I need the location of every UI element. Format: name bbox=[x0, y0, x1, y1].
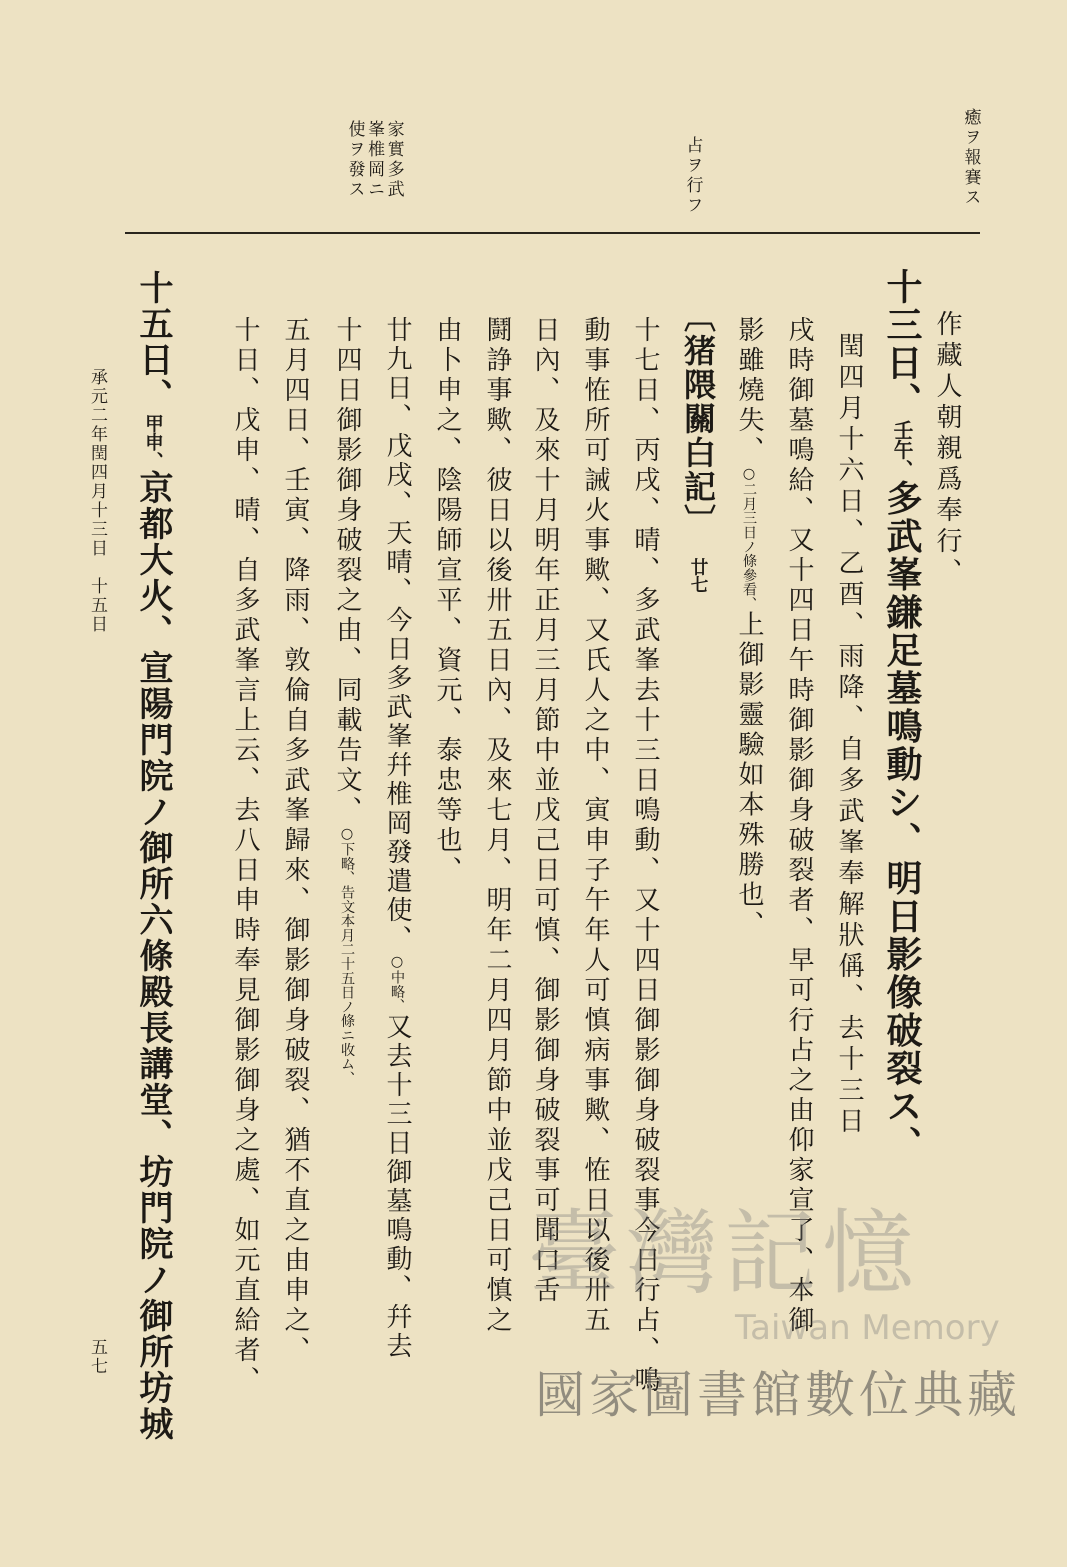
body-column-9: 日內、及來十月明年正月三月節中並戊己日可慎、御影御身破裂事可聞口舌 bbox=[530, 316, 560, 1306]
body-column-3-tail: 偁、去十三日 bbox=[834, 952, 864, 1138]
source-volume: 廿七 bbox=[688, 558, 709, 594]
watermark-latin: Taiwan Memory bbox=[735, 1308, 1000, 1348]
watermark-institution: 國家圖書館數位典藏 bbox=[535, 1366, 1021, 1424]
body-column-10: 鬪諍事歟、彼日以後卅五日內、及來七月、明年二月四月節中並戊己日可慎之 bbox=[482, 316, 512, 1336]
entry-date-15: 十五日、 bbox=[133, 270, 173, 414]
body-column-8: 動事恠所可誡火事歟、又氏人之中、寅申子午年人可慎病事歟、恠日以後卅五 bbox=[580, 316, 610, 1336]
body-column-6 bbox=[679, 300, 717, 594]
note-omission: ○中略、 bbox=[389, 954, 405, 1013]
body-column-11: 由卜申之、陰陽師宣平、資元、泰忠等也、 bbox=[432, 316, 462, 886]
body-column-5-a: 影雖燒失、 bbox=[734, 316, 764, 466]
entry-cyclical-13: 壬午、 bbox=[890, 420, 914, 480]
body-column-13 bbox=[334, 316, 360, 1085]
body-column-7: 十七日、丙戌、晴、多武峯去十三日鳴動、又十四日御影御身破裂事今日行占、鳴 bbox=[630, 316, 660, 1396]
body-column-4: 戌時御墓鳴給、又十四日午時御影御身破裂者、早可行占之由仰家宣了、本御 bbox=[784, 316, 814, 1336]
entry-cyclical-15: 甲申、 bbox=[142, 414, 164, 471]
entry-date-13: 十三日、 bbox=[881, 268, 923, 420]
gloss-2: 占ヲ行フ bbox=[682, 136, 703, 216]
body-column-12-c: 又去十三日御墓鳴動、幷去 bbox=[382, 1012, 412, 1361]
gloss-3: 家實多武峯椎岡ニ使ヲ發ス bbox=[344, 120, 404, 200]
body-column-15: 十日、戊申、晴、自多武峯言上云、去八日申時奉見御影御身之處、如元直給者、 bbox=[230, 316, 260, 1396]
note-omission-2: ○下略、告文本月二十五日ノ條ニ收ム、 bbox=[339, 826, 355, 1086]
body-column-12-a: 廿九日、戊戌、天晴、今日多武峯幷椎岡發遣使、 bbox=[382, 316, 412, 954]
entry-heading-13: 多武峯鎌足墓鳴動シ、明日影像破裂ス、 bbox=[881, 479, 923, 1164]
body-column-13-a: 十四日御影御身破裂之由、同載告文、 bbox=[332, 316, 362, 826]
entry-heading-15: 京都大火、宣陽門院ノ御所六條殿長講堂、坊門院ノ御所坊城 bbox=[133, 470, 173, 1443]
body-column-16 bbox=[133, 270, 173, 1443]
header-rule bbox=[125, 232, 980, 234]
body-column-5 bbox=[736, 316, 762, 941]
body-column-12 bbox=[384, 316, 410, 1361]
body-column-2 bbox=[881, 268, 923, 1164]
body-column-3 bbox=[836, 332, 862, 1138]
body-column-1: 作藏人朝親爲奉行、 bbox=[932, 310, 962, 589]
body-column-5-c: 上御影靈驗如本殊勝也、 bbox=[734, 610, 764, 941]
gloss-1: 癒ヲ報賽ス bbox=[960, 108, 981, 208]
running-head: 承元二年閏四月十三日 十五日 bbox=[87, 368, 107, 634]
page-number: 五七 bbox=[87, 1338, 107, 1376]
note-cross-reference: ○二月三日ノ條參看、 bbox=[741, 466, 757, 611]
source-title: 〔猪隈關白記〕 bbox=[679, 300, 717, 538]
watermark-logo-text: 臺灣記憶 bbox=[528, 1200, 921, 1307]
body-column-3-main: 閏四月十六日、乙酉、雨降、自多武峯奉解狀 bbox=[834, 332, 864, 952]
body-column-14: 五月四日、壬寅、降雨、敦倫自多武峯歸來、御影御身破裂、猶不直之由申之、 bbox=[280, 316, 310, 1366]
